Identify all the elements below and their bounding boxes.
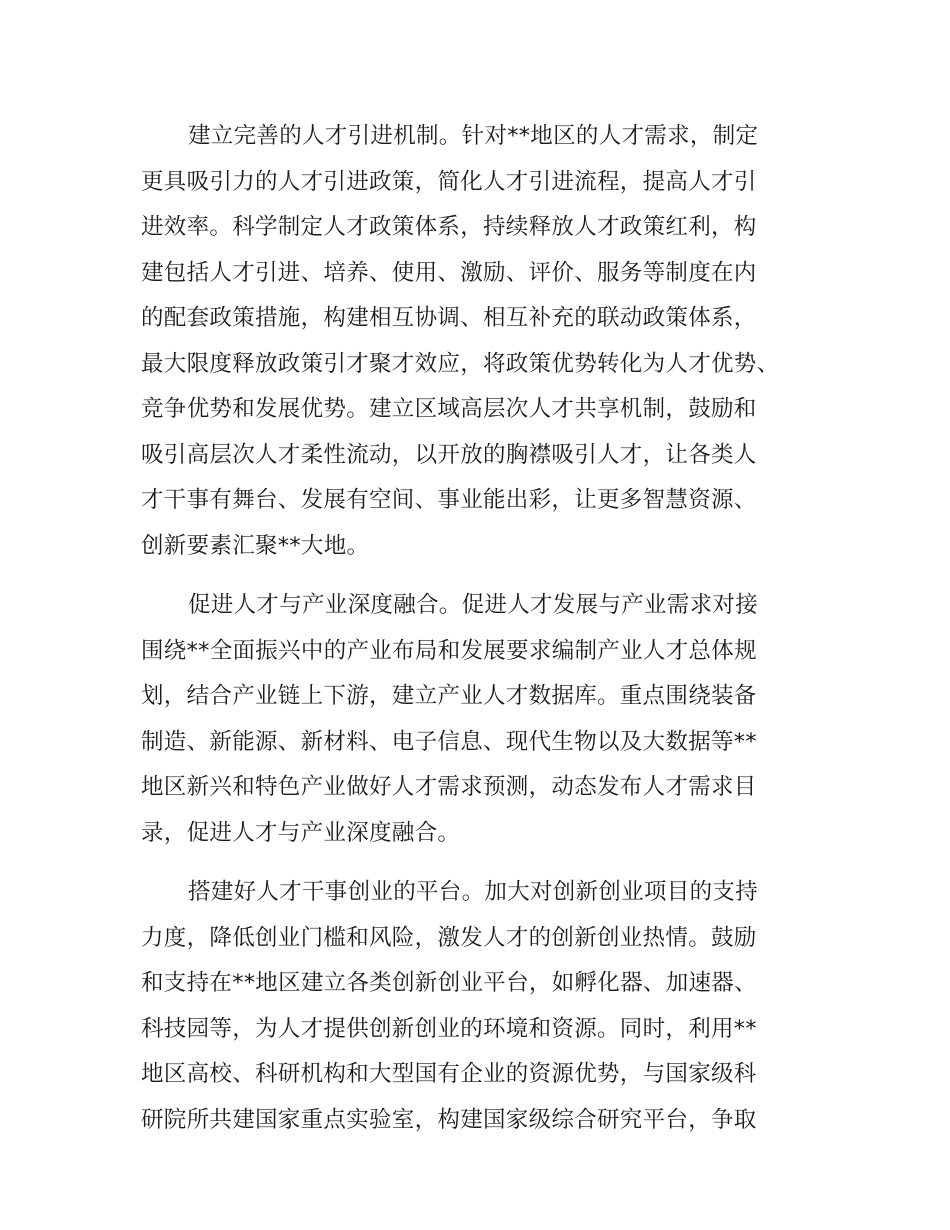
paragraph-spacer	[141, 569, 821, 583]
paragraph-line: 地区新兴和特色产业做好人才需求预测，动态发布人才需求目	[141, 774, 757, 800]
paragraph-line: 促进人才与产业深度融合。促进人才发展与产业需求对接	[188, 592, 759, 618]
paragraph-line: 围绕**全面振兴中的产业布局和发展要求编制产业人才总体规	[141, 637, 757, 664]
paragraph-line: 进效率。科学制定人才政策体系，持续释放人才政策红利，构	[141, 214, 757, 240]
paragraph-line: 最大限度释放政策引才聚才效应，将政策优势转化为人才优势、	[141, 350, 780, 377]
paragraph-line: 才干事有舞台、发展有空间、事业能出彩，让更多智慧资源、	[141, 487, 757, 513]
paragraph-line: 和支持在**地区建立各类创新创业平台，如孵化器、加速器、	[141, 970, 757, 996]
paragraph-spacer	[141, 856, 821, 870]
paragraph-line: 吸引高层次人才柔性流动，以开放的胸襟吸引人才，让各类人	[141, 441, 757, 468]
paragraph-line: 建立完善的人才引进机制。针对**地区的人才需求，制定	[188, 123, 759, 149]
paragraph-line: 创新要素汇聚**大地。	[141, 532, 370, 559]
paragraph-line: 研院所共建国家重点实验室，构建国家级综合研究平台，争取	[141, 1106, 757, 1133]
document-body	[141, 114, 821, 1143]
paragraph-line: 竞争优势和发展优势。建立区域高层次人才共享机制，鼓励和	[141, 396, 757, 422]
paragraph-entrepreneurship-platform	[141, 870, 821, 1143]
paragraph-talent-industry-integration	[141, 583, 821, 856]
paragraph-line: 的配套政策措施，构建相互协调、相互补充的联动政策体系，	[141, 305, 757, 331]
paragraph-line: 建包括人才引进、培养、使用、激励、评价、服务等制度在内	[141, 259, 757, 286]
paragraph-line: 力度，降低创业门槛和风险，激发人才的创新创业热情。鼓励	[141, 924, 757, 951]
paragraph-line: 录，促进人才与产业深度融合。	[141, 819, 461, 846]
paragraph-line: 科技园等，为人才提供创新创业的环境和资源。同时，利用**	[141, 1015, 757, 1042]
paragraph-line: 更具吸引力的人才引进政策，简化人才引进流程，提高人才引	[141, 168, 757, 195]
paragraph-line: 地区高校、科研机构和大型国有企业的资源优势，与国家级科	[141, 1061, 757, 1087]
paragraph-line: 搭建好人才干事创业的平台。加大对创新创业项目的支持	[188, 879, 759, 905]
paragraph-line: 制造、新能源、新材料、电子信息、现代生物以及大数据等**	[141, 728, 757, 755]
paragraph-talent-introduction	[141, 114, 821, 569]
paragraph-line: 划，结合产业链上下游，建立产业人才数据库。重点围绕装备	[141, 683, 757, 709]
